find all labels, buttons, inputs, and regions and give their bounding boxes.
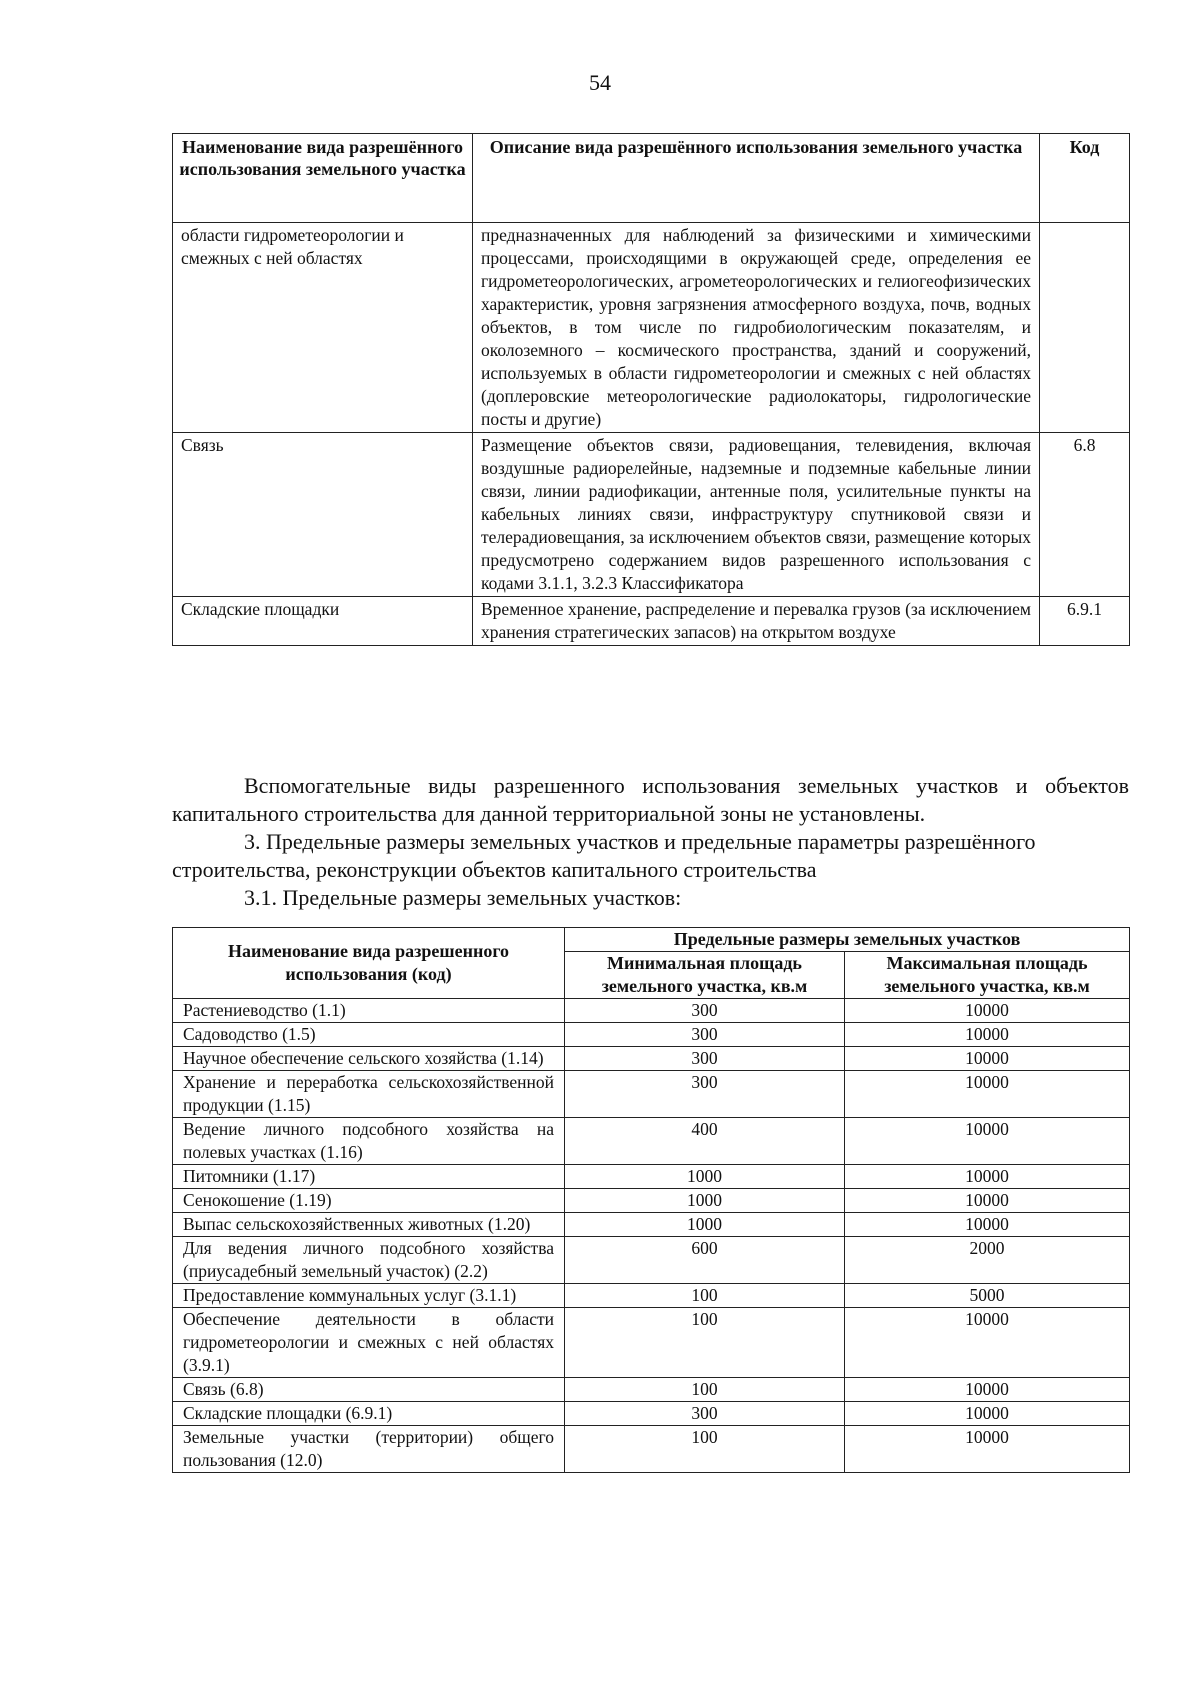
header-min-area: Минимальная площадь земельного участка, кв.м: [565, 952, 845, 999]
use-name: Для ведения личного подсобного хозяйства (приусадебный земельный участок) (2.2): [173, 1237, 565, 1284]
use-name: Выпас сельскохозяйственных животных (1.20): [173, 1213, 565, 1237]
table-row: [173, 1023, 1130, 1047]
table-row: [173, 1071, 1130, 1118]
table-row: [173, 1047, 1130, 1071]
min-area: 300: [565, 1402, 845, 1426]
table-row: [173, 223, 1130, 433]
table-row: [173, 1284, 1130, 1308]
use-name: Садоводство (1.5): [173, 1023, 565, 1047]
min-area: 100: [565, 1378, 845, 1402]
min-area: 300: [565, 1023, 845, 1047]
max-area: 10000: [845, 1213, 1130, 1237]
max-area: 10000: [845, 999, 1130, 1023]
max-area: 10000: [845, 1308, 1130, 1378]
use-code: [1040, 223, 1130, 433]
min-area: 400: [565, 1118, 845, 1165]
use-name: Питомники (1.17): [173, 1165, 565, 1189]
max-area: 10000: [845, 1189, 1130, 1213]
max-area: 10000: [845, 1165, 1130, 1189]
table-row: [173, 1237, 1130, 1284]
use-name: Обеспечение деятельности в области гидрометеорологии и смежных с ней областях (3.9.1): [173, 1308, 565, 1378]
table-row: [173, 1308, 1130, 1378]
min-area: 100: [565, 1426, 845, 1473]
use-name: Предоставление коммунальных услуг (3.1.1): [173, 1284, 565, 1308]
max-area: 10000: [845, 1426, 1130, 1473]
page-number: 54: [589, 70, 611, 95]
table-row: [173, 1213, 1130, 1237]
max-area: 10000: [845, 1378, 1130, 1402]
table-row: [173, 1402, 1130, 1426]
min-area: 600: [565, 1237, 845, 1284]
min-area: 100: [565, 1308, 845, 1378]
table-row: [173, 1165, 1130, 1189]
use-name: Складские площадки (6.9.1): [173, 1402, 565, 1426]
max-area: 10000: [845, 1023, 1130, 1047]
table-row: [173, 1426, 1130, 1473]
max-area: 10000: [845, 1118, 1130, 1165]
plot-size-limits-table: [172, 927, 1130, 1473]
use-name: Связь (6.8): [173, 1378, 565, 1402]
max-area: 10000: [845, 1071, 1130, 1118]
max-area: 10000: [845, 1402, 1130, 1426]
min-area: 1000: [565, 1189, 845, 1213]
table-row: [173, 1118, 1130, 1165]
max-area: 5000: [845, 1284, 1130, 1308]
use-name: Растениеводство (1.1): [173, 999, 565, 1023]
use-name: Научное обеспечение сельского хозяйства (1.14): [173, 1047, 565, 1071]
use-name: Складские площадки: [173, 597, 473, 646]
use-name: Связь: [173, 433, 473, 597]
body-text: [172, 772, 1129, 912]
section-heading-3: 3. Предельные размеры земельных участков и предельные параметры разрешённого строительства, реконструкции объектов капитального строительства: [172, 829, 1036, 882]
min-area: 300: [565, 1047, 845, 1071]
min-area: 1000: [565, 1165, 845, 1189]
min-area: 1000: [565, 1213, 845, 1237]
use-name: области гидрометеорологии и смежных с ней областях: [173, 223, 473, 433]
header-description: Описание вида разрешённого использования земельного участка: [473, 134, 1040, 223]
use-name: Хранение и переработка сельскохозяйственной продукции (1.15): [173, 1071, 565, 1118]
header-use-name: Наименование вида разрешенного использования (код): [173, 928, 565, 999]
use-code: 6.9.1: [1040, 597, 1130, 646]
header-code: Код: [1040, 134, 1130, 223]
table-header-row: [173, 134, 1130, 223]
use-name: Ведение личного подсобного хозяйства на полевых участках (1.16): [173, 1118, 565, 1165]
max-area: 10000: [845, 1047, 1130, 1071]
max-area: 2000: [845, 1237, 1130, 1284]
header-max-area: Максимальная площадь земельного участка, кв.м: [845, 952, 1130, 999]
table-row: [173, 433, 1130, 597]
header-size-limits: Предельные размеры земельных участков: [565, 928, 1130, 952]
use-code: 6.8: [1040, 433, 1130, 597]
use-description: предназначенных для наблюдений за физическими и химическими процессами, происходящими в окружающей среде, определения ее гидрометеорологических, агрометеорологических и гелиогеофизических характеристик, уровня загрязнения атмосферного воздуха, почв, водных объектов, в том числе по гидробиологическим показателям, и околоземного – космического пространства, зданий и сооружений, используемых в области гидрометеорологии и смежных с ней областях (доплеровские метеорологические радиолокаторы, гидрологические посты и другие): [473, 223, 1040, 433]
header-name: Наименование вида разрешённого использования земельного участка: [173, 134, 473, 223]
table-row: [173, 597, 1130, 646]
table-row: [173, 1189, 1130, 1213]
use-name: Земельные участки (территории) общего пользования (12.0): [173, 1426, 565, 1473]
table-header-row: [173, 928, 1130, 952]
use-name: Сенокошение (1.19): [173, 1189, 565, 1213]
table-row: [173, 1378, 1130, 1402]
section-heading-3-1: 3.1. Предельные размеры земельных участков:: [244, 885, 682, 910]
use-description: Размещение объектов связи, радиовещания, телевидения, включая воздушные радиорелейные, надземные и подземные кабельные линии связи, линии радиофикации, антенные поля, усилительные пункты на кабельных линиях связи, инфраструктуру спутниковой связи и телерадиовещания, за исключением объектов связи, размещение которых предусмотрено содержанием видов разрешенного использования с кодами 3.1.1, 3.2.3 Классификатора: [473, 433, 1040, 597]
table-row: [173, 999, 1130, 1023]
permitted-use-table: [172, 133, 1130, 646]
min-area: 100: [565, 1284, 845, 1308]
paragraph-auxiliary-uses: Вспомогательные виды разрешенного использования земельных участков и объектов капитального строительства для данной территориальной зоны не установлены.: [172, 773, 1129, 826]
use-description: Временное хранение, распределение и перевалка грузов (за исключением хранения стратегических запасов) на открытом воздухе: [473, 597, 1040, 646]
min-area: 300: [565, 1071, 845, 1118]
min-area: 300: [565, 999, 845, 1023]
